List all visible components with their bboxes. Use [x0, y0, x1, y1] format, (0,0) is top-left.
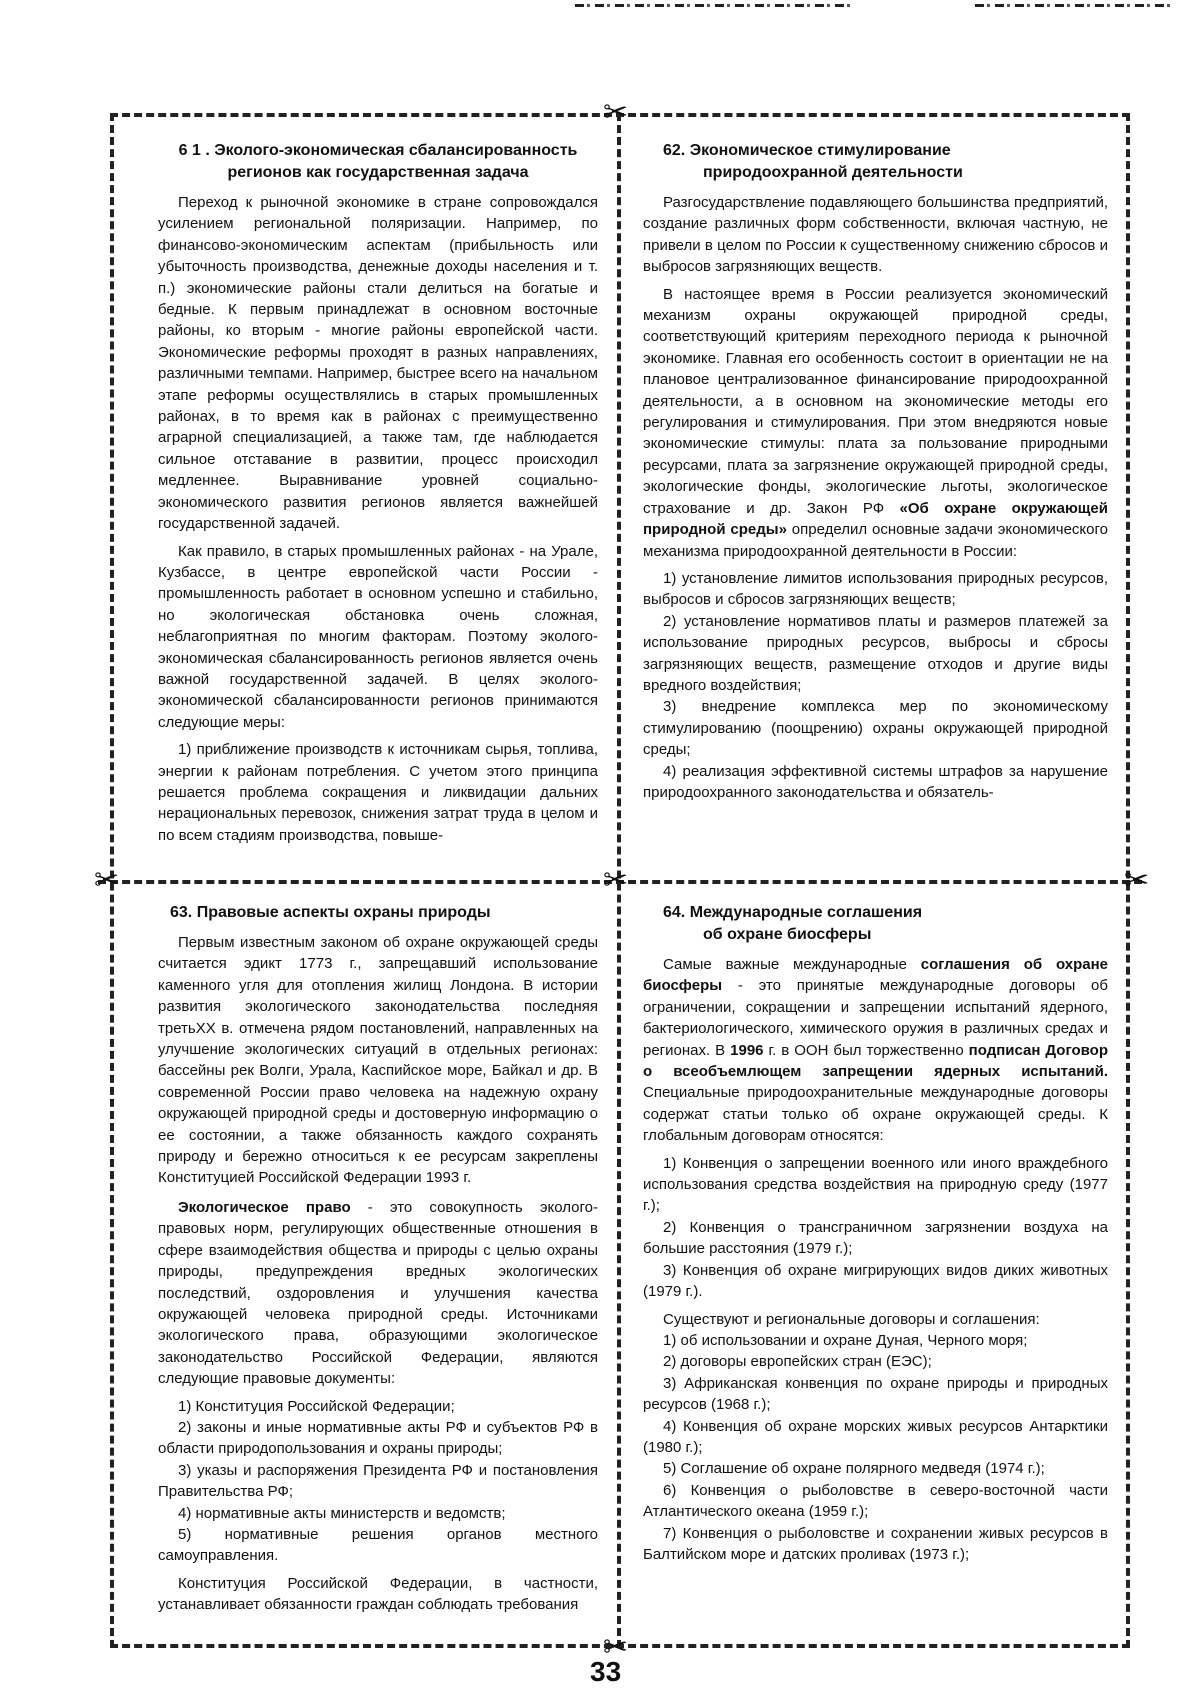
section-62: [643, 140, 1108, 809]
list-item: 1) Конституция Российской Федерации;: [178, 1397, 455, 1415]
section-63: [158, 902, 598, 1622]
list-item: 3) внедрение комплекса мер по экономическому стимулированию (поощрению) охраны окружающей природной среды;: [643, 698, 1108, 759]
scissors-icon: ✂: [1124, 863, 1150, 898]
list-item: 2) законы и иные нормативные акты РФ и субъектов РФ в области природопользования и охраны природы;: [158, 1418, 598, 1458]
section-title: 6 1 . Эколого-экономическая сбалансированность регионов как государственная задача: [178, 142, 578, 181]
paragraph: Переход к рыночной экономике в стране сопровождался усилением региональной поляризации. Например, по финансово-экономическим аспектам (прибыльность или убыточность производства, денежные доходы населения и т. п.) экономические районы стали делиться на богатые и бедные. К первым принадлежат в основном восточные районы, ко вторым - многие районы европейской части. Экономические реформы проходят в разных направлениях, различными темпами. Например, быстрее всего на начальном этапе реформы осуществлялись в старых промышленных районах, в то время как в районах с преимущественно аграрной специализацией, а также там, где наблюдается сильное отставание в развитии, процесс происходил медленнее. Выравнивание уровней социально-экономического развития регионов является важнейшей государственной задачей.: [158, 194, 598, 533]
list-item: 3) Конвенция об охране мигрирующих видов диких животных (1979 г.).: [643, 1261, 1108, 1301]
list-item: 4) реализация эффективной системы штрафов за нарушение природоохранного законодательства и обязатель-: [643, 762, 1108, 801]
list-item: 1) Конвенция о запрещении военного или иного враждебного использования средства воздействия на природную среду (1977 г.);: [643, 1154, 1108, 1215]
paragraph: Конституция Российской Федерации, в частности, устанавливает обязанности граждан соблюдать требования: [158, 1574, 598, 1614]
list-item: 2) Конвенция о трансграничном загрязнении воздуха на большие расстояния (1979 г.);: [643, 1218, 1108, 1258]
paragraph: Существуют и региональные договоры и соглашения:: [663, 1310, 1040, 1328]
top-rule-left: [575, 4, 855, 7]
global-treaties-list: [643, 1153, 1108, 1303]
list-item: 3) Африканская конвенция по охране природы и природных ресурсов (1968 г.);: [643, 1374, 1108, 1414]
section-title: 63. Правовые аспекты охраны природы: [170, 904, 491, 921]
section-title: 62. Экономическое стимулирование природоохранной деятельности: [663, 142, 963, 181]
paragraph: Экологическое право - это совокупность эколого-правовых норм, регулирующих общественные отношения в сфере взаимодействия общества и природы с целью охраны природы, предупреждения вредных экологических последствий, оздоровления и улучшения качества окружающей человека природной среды. Источниками экологического права, образующими экологическое законодательство Российской Федерации, являются следующие правовые документы:: [158, 1198, 598, 1388]
list-item: 1) установление лимитов использования природных ресурсов, выбросов и сбросов загрязняющих веществ;: [643, 569, 1108, 609]
list-item: 6) Конвенция о рыболовстве в северо-восточной части Атлантического океана (1959 г.);: [643, 1481, 1108, 1521]
paragraph: Разгосударствление подавляющего большинства предприятий, создание различных форм собственности, включая частную, не привели в целом по России к существенному снижению сбросов и выбросов загрязняющих веществ.: [643, 194, 1108, 276]
section-61: [158, 140, 598, 852]
scissors-icon: ✂: [603, 95, 629, 130]
scissors-icon: ✂: [94, 863, 120, 898]
scissors-icon: ✂: [603, 1630, 629, 1665]
list-item: 5) нормативные решения органов местного самоуправления.: [158, 1525, 598, 1565]
section-title: 64. Международные соглашения об охране биосферы: [663, 904, 923, 943]
page-number: 33: [590, 1656, 622, 1687]
section-64: [643, 902, 1108, 1571]
measures-list: [643, 568, 1108, 803]
list-item: 2) договоры европейских стран (ЕЭС);: [663, 1353, 932, 1371]
list-item: 2) установление нормативов платы и размеров платежей за использование природных ресурсов, выбросы и сбросы загрязняющих веществ, размещение отходов и другие виды вредного воздействия;: [643, 612, 1108, 694]
paragraph: Первым известным законом об охране окружающей среды считается эдикт 1773 г., запрещавший использование каменного угля для отопления жилищ Лондона. В истории развития экологического законодательства последняя третьXX в. отмечена рядом постановлений, направленных на улучшение экологических ситуаций в отдельных регионах: бассейны рек Волги, Урала, Каспийское море, Байкал и др. В современной России право человека на надежную охрану окружающей природной среды и достоверную информацию о ее состоянии, а также обязанность каждого сохранять природу и бережно относиться к ее ресурсам закреплены Конституцией Российской Федерации 1993 г.: [158, 934, 598, 1187]
paragraph: В настоящее время в России реализуется экономический механизм охраны окружающей природной среды, соответствующий критериям переходного периода к рыночной экономике. Главная его особенность состоит в ориентации не на плановое централизованное финансирование природоохранной деятельности, а в основном на экономические методы его регулирования и стимулирования. При этом внедряются новые экономические стимулы: плата за пользование природными ресурсами, плата за загрязнение окружающей природной среды, экологические фонды, экологические льготы, экологическое страхование и др. Закон РФ «Об охране окружающей природной среды» определил основные задачи экономического механизма природоохранной деятельности в России:: [643, 285, 1108, 560]
list-item: 1) об использовании и охране Дуная, Черного моря;: [663, 1331, 1028, 1349]
list-item: 4) нормативные акты министерств и ведомств;: [178, 1504, 506, 1522]
paragraph: 1) приближение производств к источникам сырья, топлива, энергии к районам потребления. С учетом этого принципа решается проблема сокращения и ликвидации дальних нерациональных перевозок, снижения затрат труда в целом и по всем стадиям производства, повыше-: [158, 741, 598, 844]
paragraph: Как правило, в старых промышленных районах - на Урале, Кузбассе, в центре европейской части России - промышленность работает в основном успешно и стабильно, но экологическая обстановка очень сложная, неблагоприятная по многим факторам. Поэтому эколого-экономическая сбалансированность регионов является очень важной государственной задачей. В целях эколого-экономической сбалансированности регионов принимаются следующие меры:: [158, 542, 598, 731]
legal-sources-list: [158, 1396, 598, 1567]
paragraph: Самые важные международные соглашения об охране биосферы - это принятые международные договоры об ограничении, сокращении и запрещении испытаний ядерного, бактериологического, химического оружия в различных средах и регионах. В 1996 г. в ООН был торжественно подписан Договор о всеобъемлющем запрещении ядерных испытаний. Специальные природоохранительные международные договоры содержат статьи только об охране окружающей среды. К глобальным договорам относятся:: [643, 956, 1109, 1145]
list-item: 5) Соглашение об охране полярного медведя (1974 г.);: [663, 1460, 1045, 1478]
list-item: 3) указы и распоряжения Президента РФ и постановления Правительства РФ;: [158, 1461, 598, 1501]
list-item: 7) Конвенция о рыболовстве и сохранении живых ресурсов в Балтийском море и датских проливах (1973 г.);: [643, 1524, 1108, 1563]
top-rule-right: [975, 4, 1170, 7]
regional-treaties-list: [643, 1330, 1108, 1565]
list-item: 4) Конвенция об охране морских живых ресурсов Антарктики (1980 г.);: [643, 1417, 1108, 1456]
scissors-icon: ✂: [603, 863, 629, 898]
